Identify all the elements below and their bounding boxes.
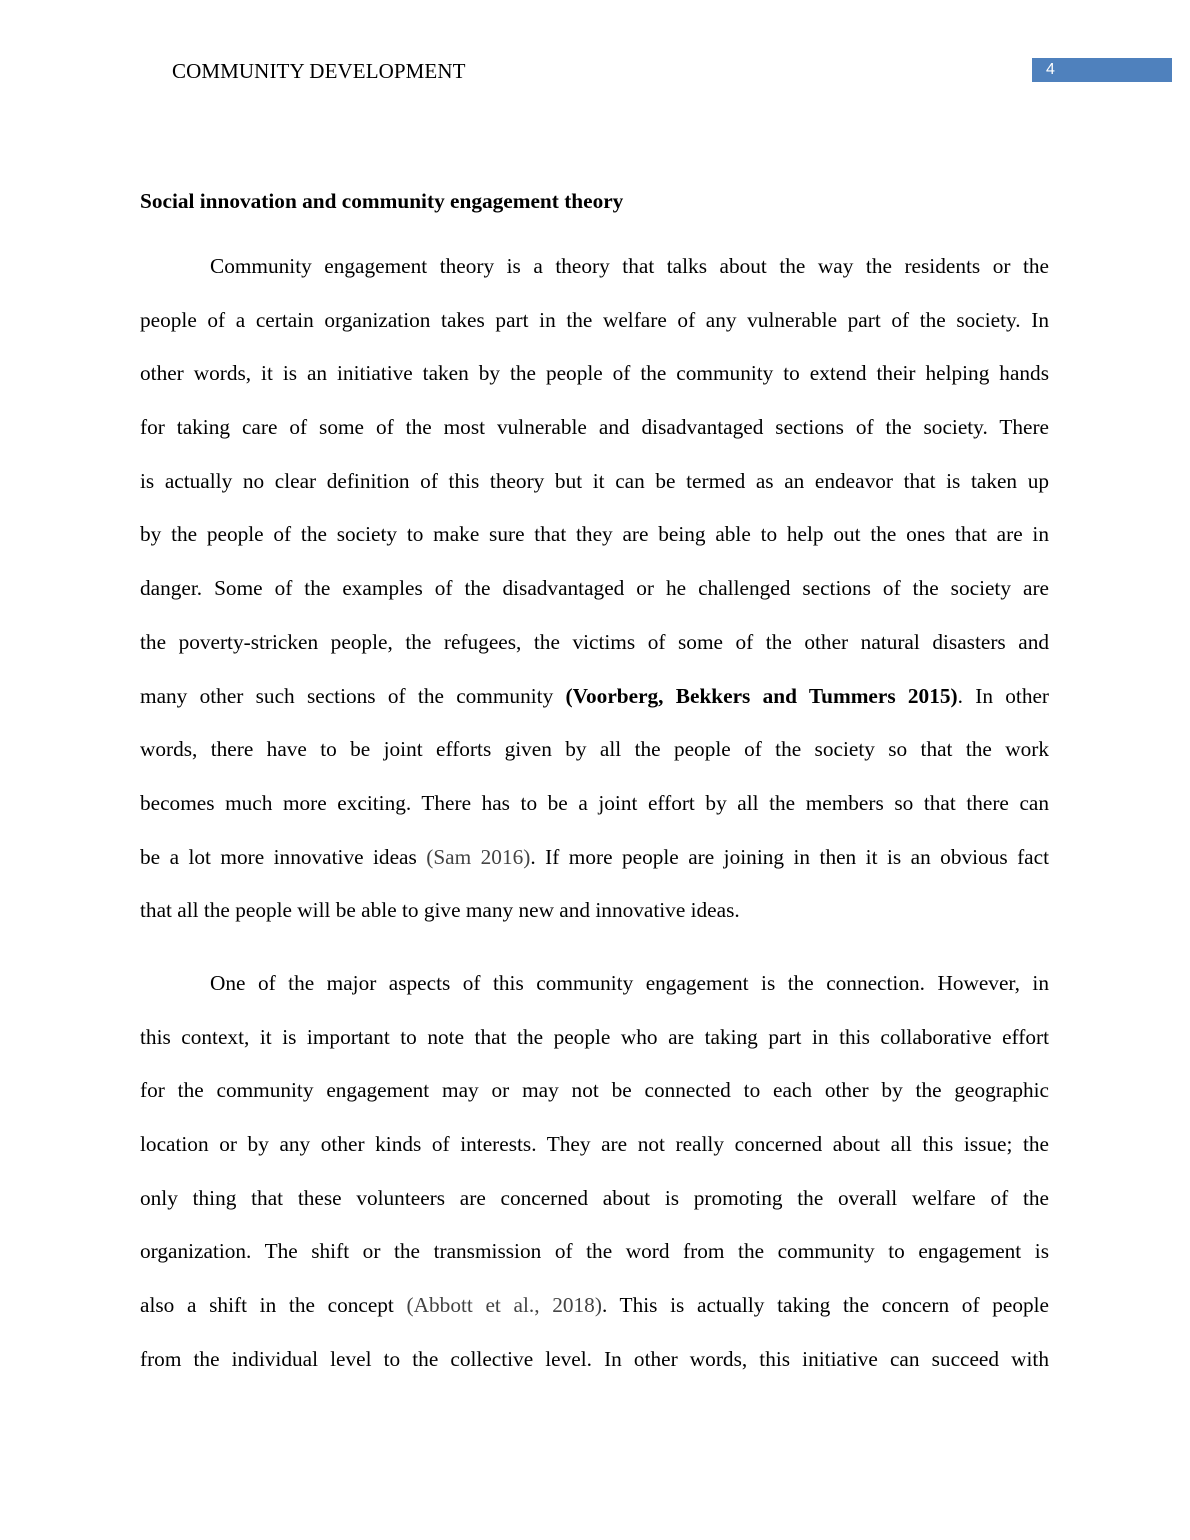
citation-abbott: (Abbott et al., 2018) — [406, 1293, 602, 1318]
text-line: Community engagement theory is a theory that talks about the way the residents or the — [210, 254, 1049, 278]
text-line-with-citation — [140, 670, 1049, 724]
document-body — [140, 186, 1049, 1386]
text-segment: . This is actually taking the concern of people — [601, 1293, 1049, 1318]
text-segment: many other such sections of the community — [140, 683, 566, 708]
text-line: from the individual level to the collective level. In other words, this initiative can succeed with — [140, 1346, 1049, 1371]
section-heading: Social innovation and community engagement theory — [140, 189, 624, 213]
text-line-with-citation — [140, 831, 1049, 885]
text-line: only thing that these volunteers are concerned about is promoting the overall welfare of the — [140, 1185, 1049, 1210]
text-line: other words, it is an initiative taken by the people of the community to extend their helping hands — [140, 361, 1049, 386]
text-line: for the community engagement may or may not be connected to each other by the geographic — [140, 1078, 1049, 1103]
text-segment: be a lot more innovative ideas — [140, 844, 427, 869]
paragraph-connection — [140, 957, 1049, 1387]
text-line: location or by any other kinds of interests. They are not really concerned about all this issue; the — [140, 1132, 1049, 1156]
citation-sam: (Sam 2016) — [426, 844, 531, 869]
text-line: is actually no clear definition of this theory but it can be termed as an endeavor that is taken up — [140, 468, 1049, 493]
text-line: danger. Some of the examples of the disadvantaged or he challenged sections of the society are — [140, 576, 1049, 601]
text-line: for taking care of some of the most vulnerable and disadvantaged sections of the society. There — [140, 415, 1049, 440]
running-head: COMMUNITY DEVELOPMENT — [172, 59, 466, 83]
text-line: organization. The shift or the transmission of the word from the community to engagement is — [140, 1239, 1049, 1264]
paragraph-community-engagement — [140, 240, 1049, 938]
page-number: 4 — [1032, 58, 1172, 82]
text-line-with-citation — [140, 1279, 1049, 1333]
text-segment: . In other — [957, 683, 1050, 708]
text-line: words, there have to be joint efforts given by all the people of the society so that the work — [140, 737, 1049, 762]
text-line: that all the people will be able to give many new and innovative ideas. — [140, 898, 740, 923]
text-line: this context, it is important to note that the people who are taking part in this collaborative effort — [140, 1024, 1049, 1049]
text-line: becomes much more exciting. There has to be a joint effort by all the members so that there can — [140, 790, 1049, 815]
text-line: by the people of the society to make sure that they are being able to help out the ones that are in — [140, 522, 1049, 547]
citation-voorberg: (Voorberg, Bekkers and Tummers 2015) — [565, 683, 958, 708]
text-segment: also a shift in the concept — [140, 1293, 407, 1318]
text-segment: . If more people are joining in then it is an obvious fact — [530, 844, 1050, 869]
text-line: people of a certain organization takes part in the welfare of any vulnerable part of the society. In — [140, 307, 1049, 332]
text-line: One of the major aspects of this community engagement is the connection. However, in — [210, 970, 1049, 995]
text-line: the poverty-stricken people, the refugees, the victims of some of the other natural disasters and — [140, 629, 1049, 654]
